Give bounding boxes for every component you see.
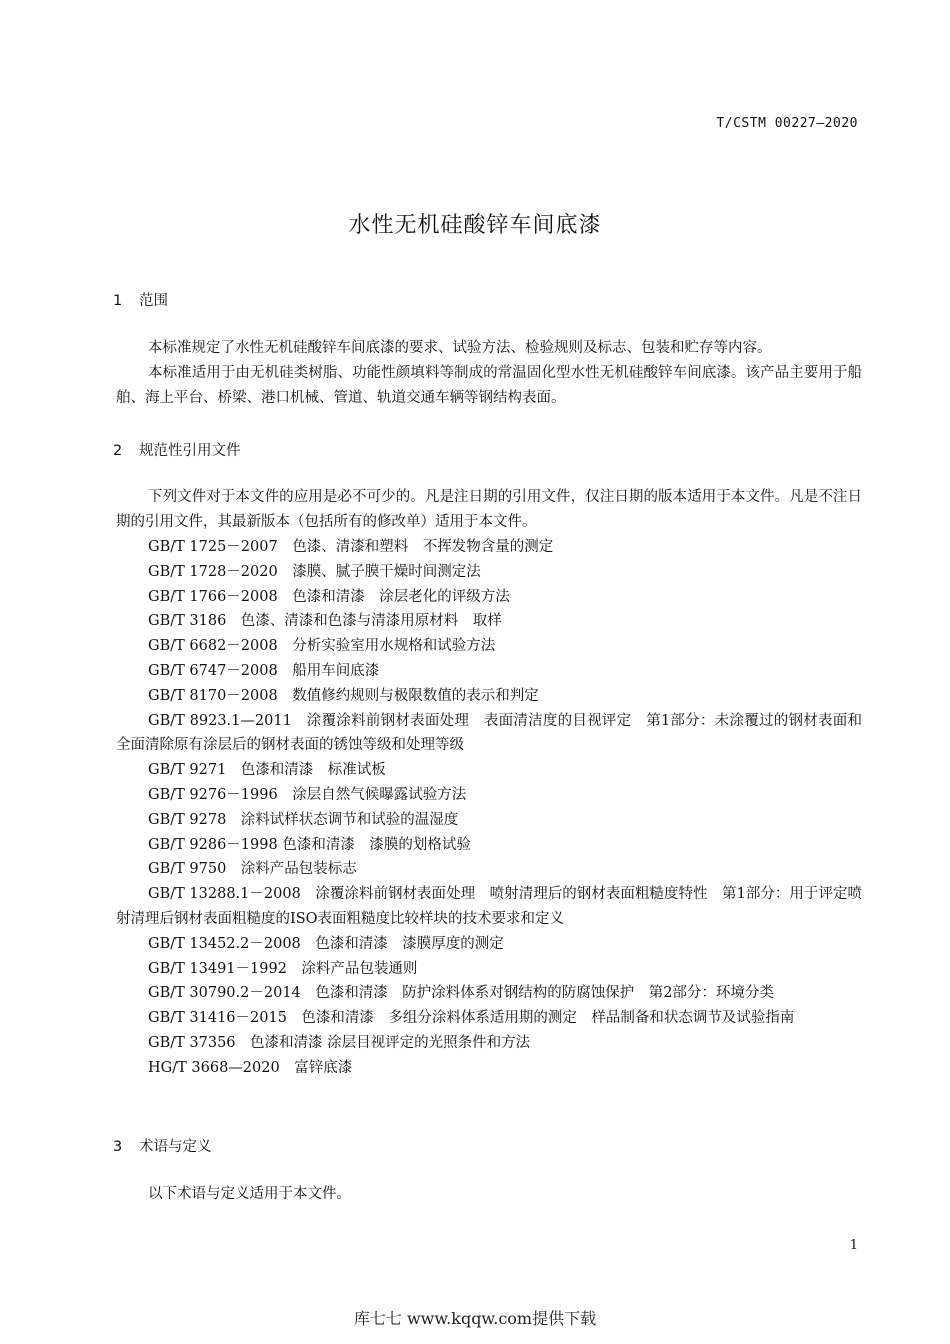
reference-item: GB/T 6747－2008 船用车间底漆 — [148, 662, 380, 679]
reference-item: GB/T 9278 涂料试样状态调节和试验的温湿度 — [148, 811, 459, 828]
reference-item: GB/T 1766－2008 色漆和清漆 涂层老化的评级方法 — [148, 588, 510, 605]
reference-list — [116, 535, 862, 1081]
reference-item: GB/T 6682－2008 分析实验室用水规格和试验方法 — [148, 638, 496, 655]
reference-item: GB/T 37356 色漆和清漆 涂层目视评定的光照条件和方法 — [148, 1034, 531, 1051]
scope-paragraph-2: 本标准适用于由无机硅类树脂、功能性颜填料等制成的常温固化型水性无机硅酸锌车间底漆。该产品主要用于船舶、海上平台、桥梁、港口机械、管道、轨道交通车辆等钢结构表面。 — [116, 365, 862, 406]
reference-item: GB/T 30790.2－2014 色漆和清漆 防护涂料体系对钢结构的防腐蚀保护 第2部分：环境分类 — [148, 985, 774, 1002]
scope-paragraph-1: 本标准规定了水性无机硅酸锌车间底漆的要求、试验方法、检验规则及标志、包装和贮存等内容。 — [148, 340, 772, 356]
reference-item: GB/T 9276－1996 涂层自然气候曝露试验方法 — [148, 786, 467, 803]
reference-item: HG/T 3668—2020 富锌底漆 — [148, 1059, 353, 1076]
section-title: 范围 — [139, 293, 168, 309]
section-number: 2 — [113, 443, 123, 459]
section-title: 规范性引用文件 — [139, 443, 241, 459]
section-number: 1 — [113, 293, 123, 309]
reference-item: GB/T 8923.1—2011 涂覆涂料前钢材表面处理 表面清洁度的目视评定 第1部分：未涂覆过的钢材表面和全面清除原有涂层后的钢材表面的锈蚀等级和处理等级 — [116, 712, 862, 754]
reference-item: GB/T 13491－1992 涂料产品包装通则 — [148, 960, 418, 977]
reference-item: GB/T 13288.1－2008 涂覆涂料前钢材表面处理 喷射清理后的钢材表面粗糙度特性 第1部分：用于评定喷射清理后钢材表面粗糙度的ISO表面粗糙度比较样块的技术要求和定义 — [116, 886, 862, 927]
reference-item: GB/T 9271 色漆和清漆 标准试板 — [148, 762, 386, 779]
reference-item: GB/T 9286－1998 色漆和清漆 漆膜的划格试验 — [148, 836, 471, 853]
page-title: 水性无机硅酸锌车间底漆 — [348, 213, 602, 238]
reference-item: GB/T 3186 色漆、清漆和色漆与清漆用原材料 取样 — [148, 613, 502, 630]
page-number: 1 — [849, 1238, 858, 1253]
section-number: 3 — [113, 1139, 123, 1155]
standard-code: T/CSTM 00227—2020 — [716, 116, 858, 131]
footer-watermark: 库七七 www.kqqw.com提供下载 — [353, 1309, 597, 1328]
section-heading-terms — [113, 1135, 212, 1156]
reference-item: GB/T 13452.2－2008 色漆和清漆 漆膜厚度的测定 — [148, 935, 504, 952]
reference-item: GB/T 1725－2007 色漆、清漆和塑料 不挥发物含量的测定 — [148, 539, 554, 555]
reference-item: GB/T 31416－2015 色漆和清漆 多组分涂料体系适用期的测定 样品制备和状态调节及试验指南 — [148, 1010, 795, 1027]
reference-item: GB/T 9750 涂料产品包装标志 — [148, 861, 357, 878]
section-heading-normative-refs — [113, 439, 241, 460]
normative-refs-intro: 下列文件对于本文件的应用是必不可少的。凡是注日期的引用文件，仅注日期的版本适用于本文件。凡是不注日期的引用文件，其最新版本（包括所有的修改单）适用于本文件。 — [116, 489, 862, 530]
section-heading-scope — [113, 289, 168, 310]
reference-item: GB/T 1728－2020 漆膜、腻子膜干燥时间测定法 — [148, 563, 481, 580]
terms-intro: 以下术语与定义适用于本文件。 — [148, 1186, 351, 1202]
section-title: 术语与定义 — [139, 1139, 212, 1155]
reference-item: GB/T 8170－2008 数值修约规则与极限数值的表示和判定 — [148, 687, 539, 704]
